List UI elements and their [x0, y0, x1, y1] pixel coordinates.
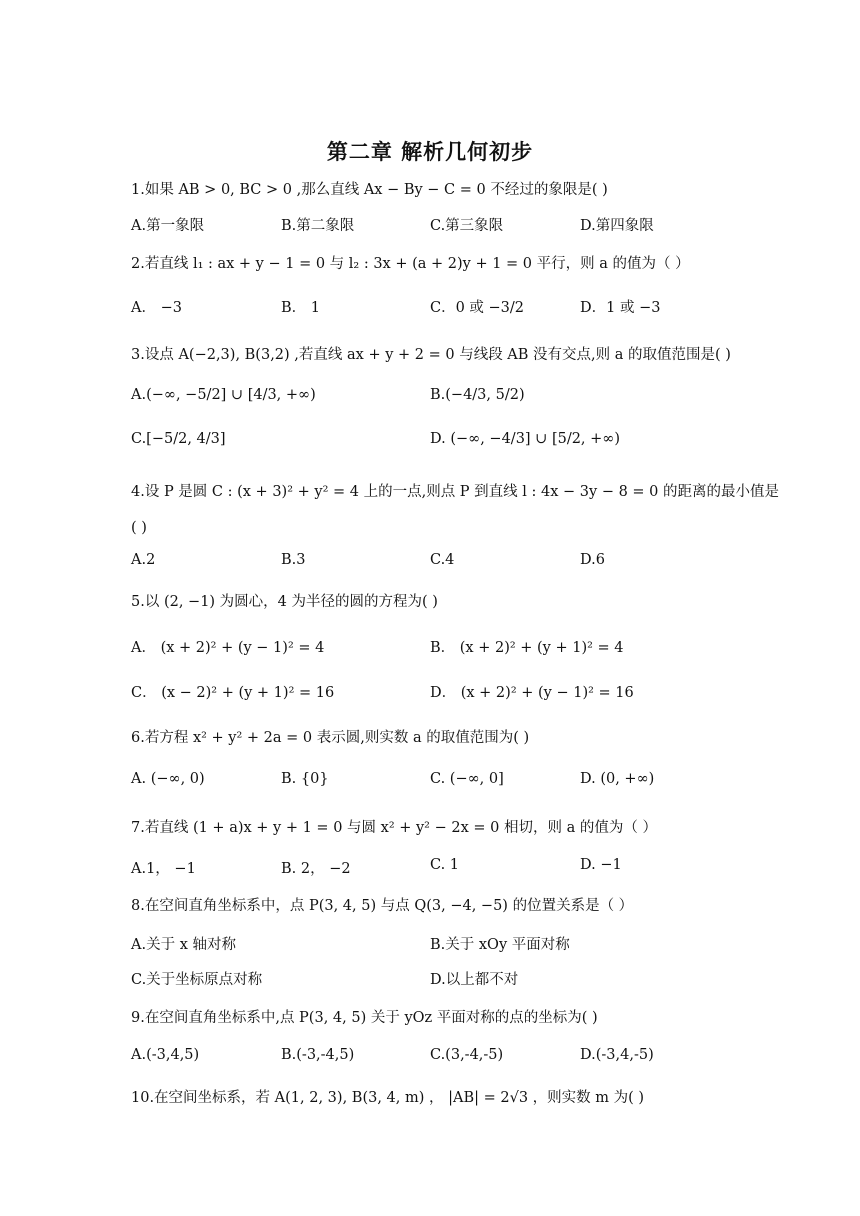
question-1-option-d: D.第四象限	[580, 218, 654, 234]
question-1-option-c: C.第三象限	[430, 218, 504, 234]
question-3-option-d: D. (−∞, −4/3] ∪ [5/2, +∞)	[430, 431, 621, 447]
question-8-option-c: C.关于坐标原点对称	[131, 972, 263, 988]
question-8-option-b: B.关于 xOy 平面对称	[430, 937, 570, 953]
question-4-option-a: A.2	[131, 552, 156, 568]
question-2-stem: 2.若直线 l₁ : ax + y − 1 = 0 与 l₂ : 3x + (a + 2)y + 1 = 0 平行，则 a 的值为（ ）	[131, 256, 690, 272]
question-1-option-a: A.第一象限	[131, 218, 205, 234]
question-3-option-a: A.(−∞, −5/2] ∪ [4/3, +∞)	[131, 387, 316, 403]
question-3-stem: 3.设点 A(−2,3), B(3,2) ,若直线 ax + y + 2 = 0 与线段 AB 没有交点,则 a 的取值范围是( )	[131, 347, 731, 363]
page-title: 第二章 解析几何初步	[326, 139, 534, 164]
question-5-option-b: B． (x + 2)² + (y + 1)² = 4	[430, 640, 624, 656]
question-6-stem: 6.若方程 x² + y² + 2a = 0 表示圆,则实数 a 的取值范围为( )	[131, 730, 530, 746]
question-6-option-a: A. (−∞, 0)	[131, 771, 205, 787]
question-4-option-c: C.4	[430, 552, 455, 568]
question-9-option-c: C.(3,-4,-5)	[430, 1047, 504, 1063]
question-6-option-c: C. (−∞, 0]	[430, 771, 504, 787]
question-5-option-c: C． (x − 2)² + (y + 1)² = 16	[131, 685, 335, 701]
question-9-option-b: B.(-3,-4,5)	[281, 1047, 355, 1063]
question-9-option-a: A.(-3,4,5)	[131, 1047, 200, 1063]
question-10-stem: 10.在空间坐标系，若 A(1, 2, 3), B(3, 4, m) ， |AB| = 2√3 ，则实数 m 为( )	[131, 1090, 645, 1106]
question-5-option-a: A． (x + 2)² + (y − 1)² = 4	[131, 640, 325, 656]
question-5-option-d: D． (x + 2)² + (y − 1)² = 16	[430, 685, 634, 701]
question-7-option-c: C. 1	[430, 857, 460, 873]
question-8-option-d: D.以上都不对	[430, 972, 519, 988]
question-2-option-a: A． −3	[131, 300, 182, 316]
question-3-option-b: B.(−4/3, 5/2)	[430, 387, 525, 403]
question-4-option-b: B.3	[281, 552, 306, 568]
question-7-option-d: D. −1	[580, 857, 622, 873]
question-6-option-d: D. (0, +∞)	[580, 771, 655, 787]
question-8-option-a: A.关于 x 轴对称	[131, 937, 236, 953]
question-1-stem: 1.如果 AB > 0, BC > 0 ,那么直线 Ax − By − C = 0 不经过的象限是( )	[131, 182, 608, 198]
question-5-stem: 5.以 (2, −1) 为圆心，4 为半径的圆的方程为( )	[131, 594, 438, 610]
question-2-option-d: D．1 或 −3	[580, 300, 661, 316]
question-9-stem: 9.在空间直角坐标系中,点 P(3, 4, 5) 关于 yOz 平面对称的点的坐标为( )	[131, 1010, 598, 1026]
question-7-option-b: B. 2， −2	[281, 861, 351, 877]
question-4-option-d: D.6	[580, 552, 605, 568]
question-4-stem: 4.设 P 是圆 C : (x + 3)² + y² = 4 上的一点,则点 P 到直线 l : 4x − 3y − 8 = 0 的距离的最小值是	[131, 484, 780, 500]
question-2-option-c: C．0 或 −3/2	[430, 300, 525, 316]
question-7-option-a: A.1， −1	[131, 861, 196, 877]
question-3-option-c: C.[−5/2, 4/3]	[131, 431, 226, 447]
question-8-stem: 8.在空间直角坐标系中，点 P(3, 4, 5) 与点 Q(3, −4, −5) 的位置关系是（ ）	[131, 898, 634, 914]
question-6-option-b: B. {0}	[281, 771, 329, 787]
question-4-stem-continued: ( )	[131, 520, 147, 536]
question-7-stem: 7.若直线 (1 + a)x + y + 1 = 0 与圆 x² + y² − 2x = 0 相切，则 a 的值为（ ）	[131, 820, 657, 836]
question-1-option-b: B.第二象限	[281, 218, 355, 234]
question-9-option-d: D.(-3,4,-5)	[580, 1047, 654, 1063]
question-2-option-b: B． 1	[281, 300, 320, 316]
